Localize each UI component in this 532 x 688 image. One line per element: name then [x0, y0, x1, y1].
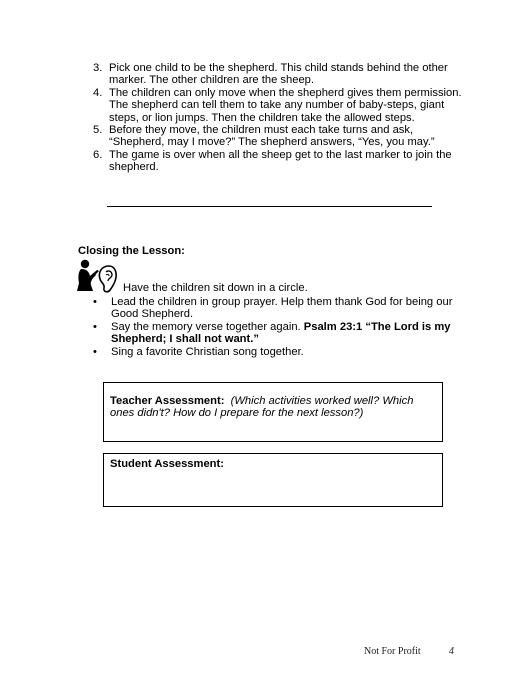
circle-instruction: Have the children sit down in a circle.	[123, 282, 308, 294]
student-assessment-title: Student Assessment:	[110, 458, 224, 470]
step-number: 3.	[93, 62, 103, 74]
list-item	[93, 346, 463, 358]
list-item	[93, 124, 463, 149]
step-text: The game is over when all the sheep get to the last marker to join the shepherd.	[109, 148, 452, 174]
memory-verse: Psalm 23:1 “The Lord is my Shepherd; I shall not want.”	[111, 320, 451, 346]
student-assessment-box[interactable]	[103, 453, 443, 507]
bullet-text: Say the memory verse together again.	[111, 320, 304, 333]
bullet-glyph: •	[93, 345, 97, 358]
step-number: 4.	[93, 86, 103, 99]
step-text: Pick one child to be the shepherd. This child stands behind the other marker. The other children are the sheep.	[109, 62, 448, 87]
step-number: 6.	[93, 148, 103, 161]
list-item	[93, 296, 463, 321]
page-number: 4	[449, 646, 454, 657]
list-item	[93, 87, 463, 124]
closing-bullets	[93, 296, 463, 358]
teacher-assessment-note: (Which activities worked well? Which ones didn't? How do I prepare for the next lesson?)	[110, 395, 414, 420]
praying-child-and-ear-icon	[75, 258, 123, 294]
bullet-text: Sing a favorite Christian song together.	[111, 345, 304, 358]
list-item	[93, 149, 463, 174]
step-number: 5.	[93, 124, 103, 137]
teacher-assessment-title: Teacher Assessment:	[110, 395, 225, 407]
list-item	[93, 62, 463, 87]
closing-heading: Closing the Lesson:	[78, 245, 185, 257]
list-item	[93, 321, 463, 346]
bullet-text: Lead the children in group prayer. Help them thank God for being our Good Shepherd.	[111, 296, 453, 321]
game-steps-list	[93, 62, 463, 174]
footer-text: Not For Profit	[364, 646, 421, 657]
page-footer	[364, 646, 454, 658]
bullet-glyph: •	[93, 320, 97, 333]
step-text: The children can only move when the shepherd gives them permission. The shepherd can tell them to take any number of baby-steps, giant steps, or lion jumps. Then the children take the allowed steps.	[109, 86, 462, 124]
teacher-assessment-box[interactable]	[103, 382, 443, 442]
bullet-glyph: •	[93, 296, 97, 308]
step-text: Before they move, the children must each take turns and ask, “Shepherd, may I move?” The shepherd answers, “Yes, you may.”	[109, 124, 435, 149]
section-divider	[107, 206, 432, 207]
